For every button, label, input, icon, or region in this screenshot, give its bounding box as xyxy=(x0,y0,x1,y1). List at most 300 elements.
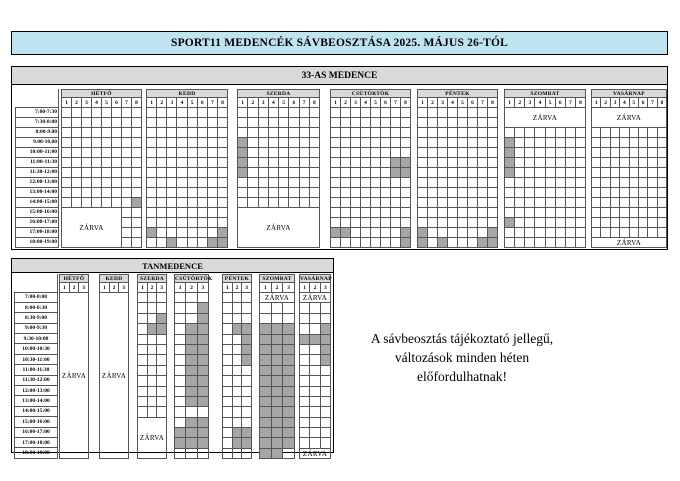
lane-slot-free xyxy=(309,118,319,128)
lane-slot-free xyxy=(177,218,187,228)
lane-slot-reserved xyxy=(238,168,248,178)
lane-slot-free xyxy=(610,148,619,158)
lane-slot-free xyxy=(72,138,82,148)
lane-slot-free xyxy=(381,238,391,248)
lane-slot-free xyxy=(187,178,197,188)
lane-number: 8 xyxy=(309,98,319,108)
lane-slot-free xyxy=(601,148,610,158)
lane-slot-free xyxy=(629,148,638,158)
lane-slot-free xyxy=(147,303,157,313)
lane-slot-free xyxy=(207,158,217,168)
lane-number: 6 xyxy=(197,98,207,108)
lane-slot-reserved xyxy=(260,344,272,354)
lane-slot-free xyxy=(361,108,371,118)
time-slot-label: 18:00-19:00 xyxy=(16,237,59,247)
lane-slot-free xyxy=(428,158,438,168)
lane-slot-reserved xyxy=(331,228,341,238)
lane-number: 1 xyxy=(238,98,248,108)
time-slot-label: 9:30-10:00 xyxy=(15,334,58,344)
lane-slot-free xyxy=(610,218,619,228)
lane-slot-free xyxy=(258,158,268,168)
lane-slot-free xyxy=(147,386,157,396)
lane-slot-reserved xyxy=(283,417,295,427)
lane-slot-reserved xyxy=(242,334,252,344)
lane-slot-reserved xyxy=(147,228,157,238)
time-slot-label: 11:00-11:30 xyxy=(15,365,58,375)
lane-slot-free xyxy=(657,218,666,228)
lane-slot-free xyxy=(289,118,299,128)
lane-slot-free xyxy=(381,198,391,208)
lane-slot-free xyxy=(175,313,186,323)
lane-slot-free xyxy=(72,128,82,138)
lane-slot-free xyxy=(238,108,248,118)
lane-slot-free xyxy=(207,198,217,208)
lane-slot-free xyxy=(167,148,177,158)
time-slot-label: 17:00-18:00 xyxy=(16,227,59,237)
lane-number: 3 xyxy=(351,98,361,108)
lane-slot-free xyxy=(341,158,351,168)
lane-slot-free xyxy=(82,188,92,198)
time-slot-label: 11:00-11:30 xyxy=(16,157,59,167)
lane-slot-free xyxy=(62,138,72,148)
lane-slot-free xyxy=(138,313,148,323)
pool33-day-grid xyxy=(61,89,142,248)
lane-slot-free xyxy=(575,148,585,158)
lane-slot-free xyxy=(310,396,320,406)
lane-slot-reserved xyxy=(271,417,283,427)
lane-slot-free xyxy=(525,238,535,248)
lane-slot-free xyxy=(565,158,575,168)
lane-slot-free xyxy=(341,178,351,188)
lane-slot-free xyxy=(299,148,309,158)
lane-slot-free xyxy=(300,303,310,313)
lane-slot-free xyxy=(438,168,448,178)
lane-slot-free xyxy=(629,228,638,238)
lane-slot-free xyxy=(310,417,320,427)
lane-slot-free xyxy=(341,108,351,118)
lane-slot-free xyxy=(610,208,619,218)
lane-slot-free xyxy=(299,118,309,128)
lane-number: 6 xyxy=(381,98,391,108)
lane-slot-free xyxy=(320,417,330,427)
lane-slot-free xyxy=(248,158,258,168)
lane-slot-free xyxy=(468,198,478,208)
lane-slot-free xyxy=(102,198,112,208)
closed-label: ZÁRVA xyxy=(505,108,586,128)
lane-slot-free xyxy=(122,178,132,188)
lane-slot-free xyxy=(458,128,468,138)
lane-number: 5 xyxy=(102,98,112,108)
lane-slot-free xyxy=(371,138,381,148)
lane-slot-free xyxy=(177,138,187,148)
lane-number: 7 xyxy=(391,98,401,108)
lane-slot-free xyxy=(545,198,555,208)
lane-slot-free xyxy=(167,218,177,228)
lane-slot-free xyxy=(381,138,391,148)
lane-slot-free xyxy=(468,158,478,168)
lane-slot-free xyxy=(401,188,411,198)
lane-slot-free xyxy=(175,448,186,458)
lane-slot-free xyxy=(620,218,629,228)
lane-slot-free xyxy=(657,188,666,198)
lane-slot-free xyxy=(186,407,197,417)
lane-slot-free xyxy=(620,228,629,238)
lane-slot-free xyxy=(555,128,565,138)
lane-slot-free xyxy=(361,198,371,208)
time-slot-label: 10:00-11:00 xyxy=(16,147,59,157)
lane-slot-free xyxy=(648,128,657,138)
lane-slot-free xyxy=(361,118,371,128)
day-name: SZERDA xyxy=(238,90,320,98)
lane-slot-free xyxy=(535,128,545,138)
time-slot-label: 9:00-9:30 xyxy=(15,323,58,333)
lane-slot-free xyxy=(592,218,601,228)
lane-slot-free xyxy=(468,208,478,218)
lane-slot-free xyxy=(197,448,208,458)
tan-day-grid xyxy=(259,274,295,459)
lane-slot-free xyxy=(157,386,167,396)
lane-slot-free xyxy=(167,188,177,198)
lane-number: 1 xyxy=(100,283,110,293)
time-slot-label: 7:00-7:30 xyxy=(16,107,59,117)
lane-slot-free xyxy=(351,138,361,148)
lane-slot-free xyxy=(341,168,351,178)
lane-slot-free xyxy=(175,293,186,303)
lane-slot-free xyxy=(122,158,132,168)
lane-number: 2 xyxy=(69,283,79,293)
lane-slot-free xyxy=(232,396,242,406)
lane-slot-free xyxy=(223,293,233,303)
lane-slot-free xyxy=(207,138,217,148)
lane-slot-free xyxy=(401,128,411,138)
lane-slot-free xyxy=(438,118,448,128)
lane-slot-free xyxy=(458,108,468,118)
lane-slot-free xyxy=(629,208,638,218)
lane-slot-free xyxy=(331,148,341,158)
lane-slot-free xyxy=(147,168,157,178)
lane-slot-reserved xyxy=(260,376,272,386)
lane-slot-free xyxy=(575,128,585,138)
lane-slot-free xyxy=(289,188,299,198)
lane-slot-free xyxy=(371,128,381,138)
lane-slot-free xyxy=(147,313,157,323)
lane-slot-reserved xyxy=(401,158,411,168)
lane-slot-free xyxy=(62,188,72,198)
lane-slot-free xyxy=(122,188,132,198)
lane-slot-free xyxy=(371,168,381,178)
lane-number: 3 xyxy=(258,98,268,108)
lane-slot-free xyxy=(132,118,142,128)
lane-slot-free xyxy=(620,148,629,158)
lane-slot-free xyxy=(438,138,448,148)
lane-slot-reserved xyxy=(238,138,248,148)
lane-slot-free xyxy=(82,138,92,148)
lane-slot-free xyxy=(488,128,498,138)
lane-slot-reserved xyxy=(283,365,295,375)
lane-slot-free xyxy=(418,148,428,158)
lane-slot-reserved xyxy=(260,334,272,344)
lane-slot-free xyxy=(555,178,565,188)
time-slot-label: 18:00-19:00 xyxy=(15,448,58,458)
lane-slot-free xyxy=(458,228,468,238)
lane-slot-free xyxy=(300,376,310,386)
lane-slot-reserved xyxy=(320,344,330,354)
lane-slot-free xyxy=(242,417,252,427)
lane-slot-free xyxy=(391,218,401,228)
lane-slot-free xyxy=(545,218,555,228)
lane-number: 7 xyxy=(478,98,488,108)
lane-slot-free xyxy=(175,344,186,354)
lane-number: 8 xyxy=(217,98,227,108)
lane-slot-free xyxy=(186,303,197,313)
closed-label: ZÁRVA xyxy=(100,293,129,459)
tan-day-grid xyxy=(59,274,89,459)
lane-slot-free xyxy=(289,148,299,158)
lane-slot-free xyxy=(515,168,525,178)
lane-slot-free xyxy=(610,168,619,178)
lane-number: 3 xyxy=(438,98,448,108)
lane-slot-reserved xyxy=(197,428,208,438)
lane-slot-reserved xyxy=(186,386,197,396)
lane-slot-free xyxy=(648,188,657,198)
lane-slot-free xyxy=(147,365,157,375)
lane-slot-free xyxy=(545,238,555,248)
time-slot-label: 13:00-14:00 xyxy=(15,396,58,406)
lane-slot-free xyxy=(122,118,132,128)
lane-slot-free xyxy=(271,303,283,313)
lane-slot-free xyxy=(361,158,371,168)
lane-slot-free xyxy=(320,407,330,417)
lane-number: 2 xyxy=(515,98,525,108)
lane-slot-free xyxy=(138,324,148,334)
lane-slot-free xyxy=(157,218,167,228)
lane-slot-free xyxy=(545,188,555,198)
lane-slot-free xyxy=(361,228,371,238)
lane-slot-free xyxy=(177,198,187,208)
lane-slot-free xyxy=(468,128,478,138)
lane-slot-free xyxy=(448,178,458,188)
time-header-blank xyxy=(16,97,59,107)
lane-slot-free xyxy=(515,198,525,208)
lane-slot-free xyxy=(381,148,391,158)
lane-slot-free xyxy=(217,148,227,158)
lane-slot-free xyxy=(283,448,295,458)
time-slot-label: 17:00-18:00 xyxy=(15,437,58,447)
time-slot-label: 7:30-8:00 xyxy=(16,117,59,127)
lane-slot-reserved xyxy=(283,355,295,365)
lane-slot-free xyxy=(555,168,565,178)
lane-number: 5 xyxy=(371,98,381,108)
lane-number: 7 xyxy=(648,98,657,108)
lane-slot-free xyxy=(448,208,458,218)
lane-slot-free xyxy=(289,198,299,208)
lane-slot-reserved xyxy=(283,344,295,354)
lane-slot-free xyxy=(601,198,610,208)
lane-slot-free xyxy=(279,138,289,148)
lane-slot-free xyxy=(186,448,197,458)
lane-slot-reserved xyxy=(260,428,272,438)
lane-number: 5 xyxy=(629,98,638,108)
lane-slot-free xyxy=(187,128,197,138)
lane-slot-free xyxy=(351,238,361,248)
lane-slot-free xyxy=(223,303,233,313)
lane-slot-free xyxy=(223,355,233,365)
lane-slot-free xyxy=(418,168,428,178)
lane-slot-free xyxy=(565,198,575,208)
time-slot-label: 8:00-9.00 xyxy=(16,127,59,137)
lane-slot-free xyxy=(428,198,438,208)
lane-slot-free xyxy=(418,108,428,118)
lane-slot-free xyxy=(157,407,167,417)
lane-number: 4 xyxy=(361,98,371,108)
lane-slot-reserved xyxy=(242,428,252,438)
lane-slot-free xyxy=(217,188,227,198)
lane-slot-free xyxy=(248,148,258,158)
time-slot-label: 9.00-10.00 xyxy=(16,137,59,147)
info-note: A sávbeosztás tájékoztató jellegű, változások minden héten előfordulhatnak! xyxy=(370,331,554,384)
lane-slot-free xyxy=(341,138,351,148)
lane-slot-free xyxy=(268,128,278,138)
lane-slot-free xyxy=(515,138,525,148)
lane-slot-free xyxy=(341,188,351,198)
lane-slot-free xyxy=(177,128,187,138)
lane-slot-free xyxy=(62,148,72,158)
lane-slot-free xyxy=(268,158,278,168)
lane-slot-free xyxy=(223,334,233,344)
lane-number: 7 xyxy=(565,98,575,108)
lane-slot-free xyxy=(331,208,341,218)
lane-slot-free xyxy=(458,208,468,218)
lane-slot-free xyxy=(361,138,371,148)
lane-slot-free xyxy=(157,118,167,128)
lane-slot-free xyxy=(592,128,601,138)
lane-slot-reserved xyxy=(232,324,242,334)
lane-slot-free xyxy=(638,218,647,228)
lane-slot-free xyxy=(175,386,186,396)
closed-label: ZÁRVA xyxy=(260,293,295,303)
lane-number: 1 xyxy=(418,98,428,108)
time-slot-label: 12:00-13:00 xyxy=(15,386,58,396)
lane-slot-free xyxy=(242,303,252,313)
lane-slot-free xyxy=(458,188,468,198)
lane-number: 4 xyxy=(268,98,278,108)
lane-slot-free xyxy=(217,138,227,148)
lane-slot-reserved xyxy=(418,228,428,238)
lane-slot-free xyxy=(575,188,585,198)
lane-slot-free xyxy=(535,148,545,158)
lane-slot-free xyxy=(309,138,319,148)
lane-slot-free xyxy=(525,148,535,158)
lane-slot-free xyxy=(177,238,187,248)
lane-slot-reserved xyxy=(271,376,283,386)
lane-slot-reserved xyxy=(341,228,351,238)
lane-slot-free xyxy=(132,208,142,218)
lane-slot-reserved xyxy=(197,334,208,344)
lane-slot-free xyxy=(555,238,565,248)
lane-slot-free xyxy=(418,198,428,208)
lane-slot-free xyxy=(505,198,515,208)
lane-slot-free xyxy=(122,238,132,248)
lane-slot-reserved xyxy=(271,324,283,334)
lane-slot-free xyxy=(62,128,72,138)
lane-slot-free xyxy=(232,407,242,417)
lane-slot-free xyxy=(448,128,458,138)
lane-slot-free xyxy=(545,148,555,158)
lane-slot-free xyxy=(391,198,401,208)
lane-slot-free xyxy=(401,198,411,208)
tan-day-grid xyxy=(99,274,129,459)
lane-slot-reserved xyxy=(283,386,295,396)
lane-slot-reserved xyxy=(260,417,272,427)
lane-slot-free xyxy=(187,228,197,238)
lane-slot-free xyxy=(177,168,187,178)
lane-slot-reserved xyxy=(488,238,498,248)
lane-slot-free xyxy=(82,118,92,128)
lane-slot-free xyxy=(147,407,157,417)
lane-slot-free xyxy=(242,376,252,386)
lane-slot-free xyxy=(299,128,309,138)
lane-slot-free xyxy=(381,158,391,168)
lane-slot-free xyxy=(515,158,525,168)
lane-number: 8 xyxy=(132,98,142,108)
lane-slot-free xyxy=(147,138,157,148)
lane-slot-reserved xyxy=(505,148,515,158)
lane-slot-free xyxy=(177,178,187,188)
lane-slot-free xyxy=(565,238,575,248)
lane-slot-free xyxy=(371,218,381,228)
lane-slot-free xyxy=(458,168,468,178)
lane-number: 2 xyxy=(157,98,167,108)
time-header-blank xyxy=(16,89,59,97)
lane-slot-free xyxy=(468,188,478,198)
lane-slot-free xyxy=(309,198,319,208)
lane-slot-free xyxy=(488,218,498,228)
lane-slot-free xyxy=(458,138,468,148)
lane-slot-free xyxy=(167,108,177,118)
lane-slot-free xyxy=(391,178,401,188)
lane-slot-free xyxy=(279,178,289,188)
lane-slot-free xyxy=(197,208,207,218)
lane-slot-free xyxy=(157,108,167,118)
lane-slot-free xyxy=(223,407,233,417)
lane-slot-free xyxy=(217,158,227,168)
lane-slot-free xyxy=(638,148,647,158)
lane-slot-reserved xyxy=(157,313,167,323)
lane-slot-free xyxy=(401,148,411,158)
closed-label: ZÁRVA xyxy=(62,208,122,248)
lane-slot-free xyxy=(629,188,638,198)
lane-slot-free xyxy=(525,158,535,168)
closed-label: ZÁRVA xyxy=(300,448,331,458)
lane-slot-free xyxy=(138,293,148,303)
lane-slot-free xyxy=(438,208,448,218)
lane-slot-free xyxy=(331,178,341,188)
lane-slot-free xyxy=(478,198,488,208)
lane-slot-free xyxy=(157,396,167,406)
lane-number: 5 xyxy=(458,98,468,108)
lane-slot-free xyxy=(147,355,157,365)
lane-slot-free xyxy=(638,168,647,178)
lane-slot-free xyxy=(657,208,666,218)
lane-slot-free xyxy=(62,198,72,208)
lane-slot-free xyxy=(592,158,601,168)
lane-slot-reserved xyxy=(242,324,252,334)
lane-slot-free xyxy=(371,228,381,238)
lane-slot-reserved xyxy=(271,344,283,354)
lane-slot-reserved xyxy=(260,396,272,406)
lane-slot-free xyxy=(217,178,227,188)
lane-slot-free xyxy=(515,208,525,218)
